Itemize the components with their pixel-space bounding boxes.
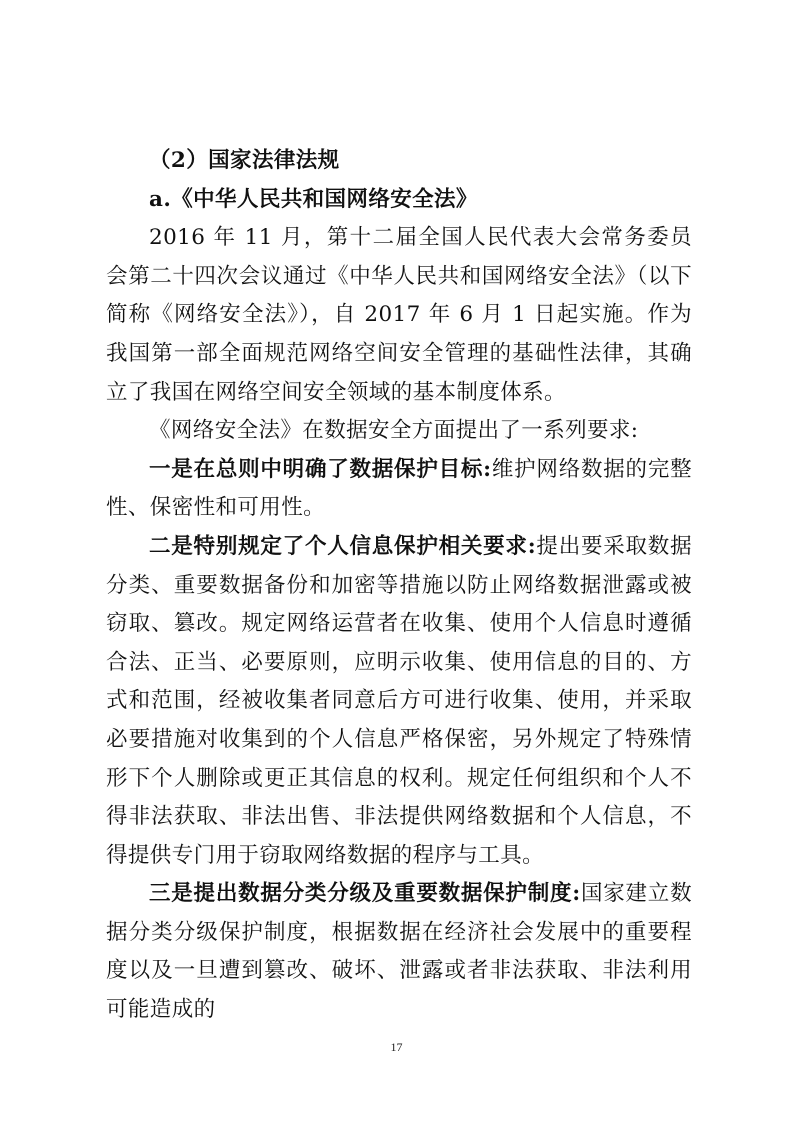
point-three-lead: 三是提出数据分类分级及重要数据保护制度:: [149, 881, 581, 907]
paragraph-point-one: [106, 451, 692, 528]
point-one-body: 维护网络数据的完整性、保密性和可用性。: [106, 456, 692, 521]
point-two-lead: 二是特别规定了个人信息保护相关要求:: [149, 533, 537, 559]
section-heading: （2）国家法律法规: [149, 148, 340, 173]
subsection-heading: a.《中华人民共和国网络安全法》: [149, 186, 478, 212]
point-one-lead: 一是在总则中明确了数据保护目标:: [149, 456, 492, 482]
paragraph-requirements-intro: 《网络安全法》在数据安全方面提出了一系列要求:: [149, 418, 639, 444]
point-three-body: 国家建立数据分类分级保护制度，根据数据在经济社会发展中的重要程度以及一旦遭到篡改、破坏、泄露或者非法获取、非法利用可能造成的: [106, 881, 692, 1023]
paragraph-point-three: [106, 875, 692, 1029]
page-content: [106, 142, 692, 1030]
paragraph-intro: 2016 年 11 月，第十二届全国人民代表大会常务委员会第二十四次会议通过《中华人民共和国网络安全法》（以下简称《网络安全法》），自 2017 年 6 月 1 日起实施。作为我国第一部全面规范网络空间安全管理的基础性法律，其确立了我国在网络空间安全领域的基本制度体系。: [106, 225, 692, 405]
page-number: 17: [390, 1040, 403, 1054]
paragraph-point-two: [106, 528, 692, 875]
point-two-body: 提出要采取数据分类、重要数据备份和加密等措施以防止网络数据泄露或被窃取、篡改。规定网络运营者在收集、使用个人信息时遵循合法、正当、必要原则，应明示收集、使用信息的目的、方式和范围，经被收集者同意后方可进行收集、使用，并采取必要措施对收集到的个人信息严格保密，另外规定了特殊情形下个人删除或更正其信息的权利。规定任何组织和个人不得非法获取、非法出售、非法提供网络数据和个人信息，不得提供专门用于窃取网络数据的程序与工具。: [106, 533, 692, 868]
